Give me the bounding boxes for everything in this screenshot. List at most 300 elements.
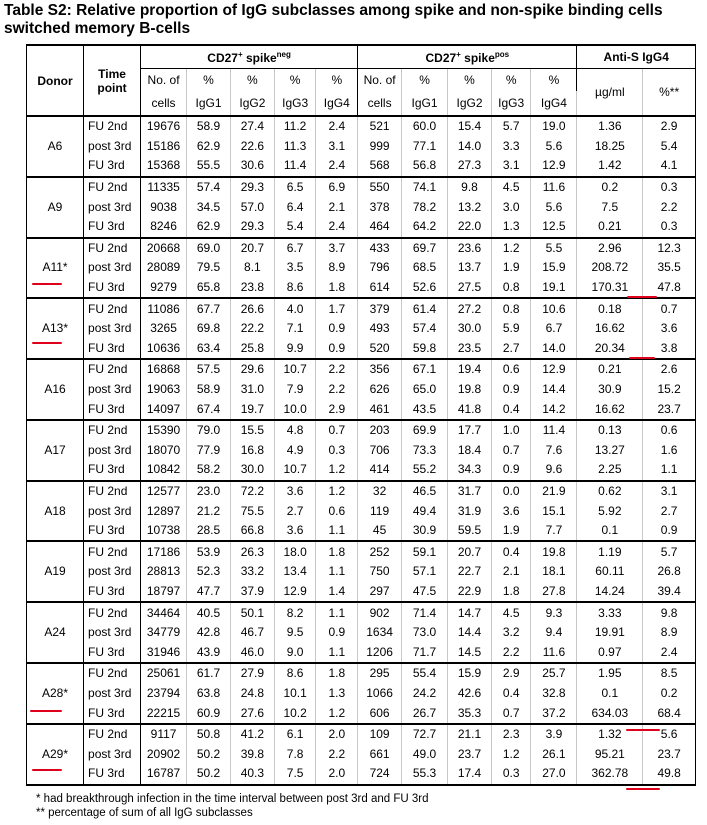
neg-igg3-cell: 3.6 <box>274 481 316 502</box>
pos-igg2-cell: 21.1 <box>448 724 492 745</box>
neg-igg3-cell: 13.4 <box>274 562 316 582</box>
pos-igg1-cell: 68.5 <box>402 258 448 278</box>
pos-cells-cell: 796 <box>358 258 402 278</box>
pos-igg2-cell: 35.3 <box>448 703 492 724</box>
time-point-cell: post 3rd <box>84 623 141 643</box>
pos-igg2-cell: 14.7 <box>448 602 492 623</box>
neg-igg3-cell: 6.1 <box>274 724 316 745</box>
pos-igg2-cell: 27.3 <box>448 156 492 177</box>
neg-igg4-cell: 1.4 <box>316 582 358 603</box>
red-underline-a11 <box>32 283 62 285</box>
neg-igg1-cell: 28.5 <box>187 521 231 542</box>
anti-s-pct-cell: 0.6 <box>643 420 696 441</box>
neg-igg1-cell: 47.7 <box>187 582 231 603</box>
pos-igg4-cell: 3.9 <box>531 724 577 745</box>
pos-igg2-cell: 14.0 <box>448 137 492 157</box>
neg-cells-cell: 18797 <box>141 582 187 603</box>
neg-cells-cell: 18070 <box>141 441 187 461</box>
neg-igg3-cell: 9.9 <box>274 339 316 360</box>
pos-igg3-cell: 3.2 <box>491 623 530 643</box>
time-point-cell: FU 3rd <box>84 339 141 360</box>
header-spike-pos-cd27: CD27 <box>425 50 457 65</box>
neg-cells-cell: 12577 <box>141 481 187 502</box>
pos-igg4-cell: 27.8 <box>531 582 577 603</box>
pos-igg4-cell: 21.9 <box>531 481 577 502</box>
neg-igg1-cell: 65.8 <box>187 278 231 299</box>
pos-igg1-cell: 47.5 <box>402 582 448 603</box>
neg-igg4-cell: 3.7 <box>316 238 358 259</box>
anti-s-pct-cell: 15.2 <box>643 380 696 400</box>
table-title: Table S2: Relative proportion of IgG subclasses among spike and non-spike binding cells switched memory B-cells <box>4 2 663 37</box>
pos-cells-cell: 32 <box>358 481 402 502</box>
neg-igg4-cell: 1.1 <box>316 562 358 582</box>
donor-cell: A6 <box>27 116 84 177</box>
time-point-cell: post 3rd <box>84 197 141 217</box>
pos-igg4-cell: 5.5 <box>531 238 577 259</box>
pos-igg1-cell: 55.4 <box>402 663 448 684</box>
pos-igg3-cell: 2.1 <box>491 562 530 582</box>
pos-igg1-cell: 49.0 <box>402 744 448 764</box>
pos-igg3-cell: 0.4 <box>491 684 530 704</box>
time-point-cell: FU 3rd <box>84 582 141 603</box>
pos-cells-cell: 45 <box>358 521 402 542</box>
table-row <box>27 197 696 217</box>
pos-igg3-cell: 0.7 <box>491 703 530 724</box>
pos-igg2-cell: 13.7 <box>448 258 492 278</box>
time-point-cell: FU 3rd <box>84 156 141 177</box>
neg-igg4-cell: 1.8 <box>316 663 358 684</box>
igg-subclass-table <box>26 44 696 786</box>
time-point-cell: post 3rd <box>84 441 141 461</box>
pos-cells-cell: 614 <box>358 278 402 299</box>
header-pos-igg2: IgG2 <box>448 91 492 116</box>
time-point-cell: FU 3rd <box>84 278 141 299</box>
pos-igg3-cell: 1.0 <box>491 420 530 441</box>
time-point-cell: post 3rd <box>84 319 141 339</box>
neg-cells-cell: 34464 <box>141 602 187 623</box>
time-point-cell: FU 2nd <box>84 420 141 441</box>
header-spike-neg-sup: neg <box>276 49 291 59</box>
pos-cells-cell: 550 <box>358 177 402 198</box>
neg-cells-cell: 22215 <box>141 703 187 724</box>
anti-s-pct-cell: 2.4 <box>643 642 696 663</box>
table-row <box>27 339 696 360</box>
neg-cells-cell: 10738 <box>141 521 187 542</box>
pos-igg4-cell: 19.1 <box>531 278 577 299</box>
neg-igg2-cell: 29.3 <box>230 177 274 198</box>
neg-igg3-cell: 7.9 <box>274 380 316 400</box>
anti-s-ugml-cell: 3.33 <box>577 602 643 623</box>
neg-igg2-cell: 27.4 <box>230 116 274 137</box>
neg-igg1-cell: 58.2 <box>187 460 231 481</box>
anti-s-pct-cell: 0.3 <box>643 217 696 238</box>
pos-igg1-cell: 72.7 <box>402 724 448 745</box>
neg-igg3-cell: 8.6 <box>274 663 316 684</box>
anti-s-ugml-cell: 5.92 <box>577 501 643 521</box>
neg-igg4-cell: 2.0 <box>316 764 358 785</box>
pos-cells-cell: 568 <box>358 156 402 177</box>
table-row <box>27 602 696 623</box>
neg-cells-cell: 17186 <box>141 541 187 562</box>
neg-igg2-cell: 72.2 <box>230 481 274 502</box>
anti-s-pct-cell: 26.8 <box>643 562 696 582</box>
table-row <box>27 724 696 745</box>
neg-igg3-cell: 6.7 <box>274 238 316 259</box>
pos-igg4-cell: 19.0 <box>531 116 577 137</box>
pos-igg4-cell: 14.0 <box>531 339 577 360</box>
pos-igg1-cell: 26.7 <box>402 703 448 724</box>
pos-igg2-cell: 19.4 <box>448 359 492 380</box>
table-row <box>27 501 696 521</box>
neg-igg3-cell: 6.4 <box>274 197 316 217</box>
pos-igg2-cell: 20.7 <box>448 541 492 562</box>
time-point-cell: FU 3rd <box>84 521 141 542</box>
neg-igg4-cell: 2.1 <box>316 197 358 217</box>
neg-igg2-cell: 37.9 <box>230 582 274 603</box>
pos-igg4-cell: 14.2 <box>531 399 577 420</box>
pos-igg4-cell: 12.9 <box>531 359 577 380</box>
pos-igg2-cell: 27.2 <box>448 298 492 319</box>
anti-s-pct-cell: 35.5 <box>643 258 696 278</box>
neg-igg4-cell: 6.9 <box>316 177 358 198</box>
pos-igg3-cell: 0.8 <box>491 298 530 319</box>
table-row <box>27 156 696 177</box>
neg-igg2-cell: 8.1 <box>230 258 274 278</box>
header-time-point <box>84 45 141 116</box>
header-pos-igg4: IgG4 <box>531 91 577 116</box>
anti-s-pct-cell: 0.7 <box>643 298 696 319</box>
table-row <box>27 380 696 400</box>
pos-igg4-cell: 32.8 <box>531 684 577 704</box>
pos-igg3-cell: 3.3 <box>491 137 530 157</box>
time-point-cell: post 3rd <box>84 501 141 521</box>
neg-igg2-cell: 39.8 <box>230 744 274 764</box>
table-row <box>27 642 696 663</box>
neg-igg2-cell: 16.8 <box>230 441 274 461</box>
time-point-cell: post 3rd <box>84 380 141 400</box>
pos-igg2-cell: 23.6 <box>448 238 492 259</box>
neg-igg4-cell: 1.1 <box>316 521 358 542</box>
anti-s-pct-cell: 2.2 <box>643 197 696 217</box>
time-point-cell: FU 3rd <box>84 764 141 785</box>
time-point-cell: FU 2nd <box>84 663 141 684</box>
neg-igg4-cell: 3.1 <box>316 137 358 157</box>
time-point-cell: FU 2nd <box>84 298 141 319</box>
pos-igg3-cell: 4.5 <box>491 177 530 198</box>
red-underline-a28-pct <box>626 729 660 731</box>
header-pct-all: %** <box>643 69 696 117</box>
pos-cells-cell: 999 <box>358 137 402 157</box>
time-point-cell: post 3rd <box>84 258 141 278</box>
pos-igg4-cell: 5.6 <box>531 137 577 157</box>
table-row <box>27 116 696 137</box>
neg-igg3-cell: 7.1 <box>274 319 316 339</box>
pos-cells-cell: 520 <box>358 339 402 360</box>
pos-igg1-cell: 64.2 <box>402 217 448 238</box>
anti-s-ugml-cell: 170.31 <box>577 278 643 299</box>
neg-igg3-cell: 11.2 <box>274 116 316 137</box>
neg-igg2-cell: 75.5 <box>230 501 274 521</box>
pos-igg2-cell: 15.4 <box>448 116 492 137</box>
pos-cells-cell: 109 <box>358 724 402 745</box>
neg-igg1-cell: 43.9 <box>187 642 231 663</box>
neg-igg1-cell: 52.3 <box>187 562 231 582</box>
anti-s-pct-cell: 49.8 <box>643 764 696 785</box>
header-ugml: µg/ml <box>577 69 643 117</box>
pos-igg1-cell: 74.1 <box>402 177 448 198</box>
time-point-cell: FU 2nd <box>84 359 141 380</box>
neg-igg1-cell: 63.4 <box>187 339 231 360</box>
anti-s-ugml-cell: 14.24 <box>577 582 643 603</box>
anti-s-ugml-cell: 7.5 <box>577 197 643 217</box>
pos-igg1-cell: 59.8 <box>402 339 448 360</box>
neg-igg3-cell: 10.0 <box>274 399 316 420</box>
neg-igg3-cell: 11.3 <box>274 137 316 157</box>
neg-igg2-cell: 30.6 <box>230 156 274 177</box>
neg-cells-cell: 34779 <box>141 623 187 643</box>
header-neg-cells-line1: No. of <box>141 69 187 92</box>
header-neg-igg3-pct: % <box>274 69 316 92</box>
pos-igg3-cell: 1.2 <box>491 238 530 259</box>
pos-cells-cell: 379 <box>358 298 402 319</box>
header-time-point-line1: Time <box>98 66 126 81</box>
pos-igg3-cell: 0.9 <box>491 380 530 400</box>
neg-igg4-cell: 2.2 <box>316 744 358 764</box>
neg-igg4-cell: 2.0 <box>316 724 358 745</box>
red-underline-a29 <box>32 769 62 771</box>
header-pos-igg4-pct: % <box>531 69 577 92</box>
neg-cells-cell: 16787 <box>141 764 187 785</box>
anti-s-ugml-cell: 0.1 <box>577 521 643 542</box>
anti-s-ugml-cell: 208.72 <box>577 258 643 278</box>
pos-igg3-cell: 0.8 <box>491 278 530 299</box>
time-point-cell: FU 3rd <box>84 703 141 724</box>
pos-igg3-cell: 3.6 <box>491 501 530 521</box>
neg-igg2-cell: 40.3 <box>230 764 274 785</box>
pos-igg3-cell: 1.3 <box>491 217 530 238</box>
table-row <box>27 460 696 481</box>
pos-cells-cell: 1066 <box>358 684 402 704</box>
anti-s-ugml-cell: 1.36 <box>577 116 643 137</box>
pos-igg2-cell: 27.5 <box>448 278 492 299</box>
neg-cells-cell: 19676 <box>141 116 187 137</box>
pos-igg3-cell: 0.4 <box>491 541 530 562</box>
pos-igg2-cell: 15.9 <box>448 663 492 684</box>
pos-igg3-cell: 5.9 <box>491 319 530 339</box>
pos-igg4-cell: 7.6 <box>531 441 577 461</box>
pos-igg2-cell: 22.9 <box>448 582 492 603</box>
pos-igg1-cell: 69.7 <box>402 238 448 259</box>
header-pos-cells-line1: No. of <box>358 69 402 92</box>
anti-s-pct-cell: 3.6 <box>643 319 696 339</box>
neg-cells-cell: 28813 <box>141 562 187 582</box>
table-row <box>27 684 696 704</box>
pos-igg3-cell: 1.2 <box>491 744 530 764</box>
neg-cells-cell: 23794 <box>141 684 187 704</box>
anti-s-ugml-cell: 634.03 <box>577 703 643 724</box>
pos-igg4-cell: 11.4 <box>531 420 577 441</box>
table-row <box>27 663 696 684</box>
neg-cells-cell: 15186 <box>141 137 187 157</box>
pos-igg3-cell: 1.9 <box>491 521 530 542</box>
pos-cells-cell: 295 <box>358 663 402 684</box>
neg-igg1-cell: 42.8 <box>187 623 231 643</box>
pos-cells-cell: 119 <box>358 501 402 521</box>
neg-igg2-cell: 24.8 <box>230 684 274 704</box>
neg-cells-cell: 10842 <box>141 460 187 481</box>
anti-s-pct-cell: 4.1 <box>643 156 696 177</box>
pos-cells-cell: 661 <box>358 744 402 764</box>
neg-igg1-cell: 77.9 <box>187 441 231 461</box>
pos-igg1-cell: 43.5 <box>402 399 448 420</box>
anti-s-pct-cell: 23.7 <box>643 744 696 764</box>
neg-igg4-cell: 1.8 <box>316 278 358 299</box>
pos-igg4-cell: 9.3 <box>531 602 577 623</box>
table-row <box>27 217 696 238</box>
neg-cells-cell: 15368 <box>141 156 187 177</box>
pos-cells-cell: 433 <box>358 238 402 259</box>
anti-s-ugml-cell: 0.97 <box>577 642 643 663</box>
neg-igg1-cell: 40.5 <box>187 602 231 623</box>
neg-igg1-cell: 58.9 <box>187 380 231 400</box>
neg-igg2-cell: 20.7 <box>230 238 274 259</box>
neg-cells-cell: 10636 <box>141 339 187 360</box>
time-point-cell: FU 3rd <box>84 642 141 663</box>
pos-igg1-cell: 24.2 <box>402 684 448 704</box>
anti-s-ugml-cell: 16.62 <box>577 319 643 339</box>
neg-igg4-cell: 1.2 <box>316 481 358 502</box>
pos-igg2-cell: 31.7 <box>448 481 492 502</box>
anti-s-pct-cell: 3.8 <box>643 339 696 360</box>
anti-s-pct-cell: 5.6 <box>643 724 696 745</box>
pos-igg3-cell: 2.7 <box>491 339 530 360</box>
neg-igg1-cell: 61.7 <box>187 663 231 684</box>
pos-igg1-cell: 55.2 <box>402 460 448 481</box>
neg-igg1-cell: 79.0 <box>187 420 231 441</box>
anti-s-ugml-cell: 1.19 <box>577 541 643 562</box>
pos-igg2-cell: 22.7 <box>448 562 492 582</box>
header-spike-pos-text: spike <box>460 50 495 65</box>
table-row <box>27 481 696 502</box>
anti-s-ugml-cell: 1.95 <box>577 663 643 684</box>
footnote-breakthrough: * had breakthrough infection in the time interval between post 3rd and FU 3rd <box>36 793 429 805</box>
neg-igg2-cell: 57.0 <box>230 197 274 217</box>
neg-igg1-cell: 23.0 <box>187 481 231 502</box>
pos-igg2-cell: 42.6 <box>448 684 492 704</box>
pos-igg1-cell: 67.1 <box>402 359 448 380</box>
anti-s-ugml-cell: 2.25 <box>577 460 643 481</box>
pos-igg3-cell: 0.7 <box>491 441 530 461</box>
table-row <box>27 703 696 724</box>
time-point-cell: post 3rd <box>84 684 141 704</box>
anti-s-pct-cell: 8.5 <box>643 663 696 684</box>
neg-cells-cell: 20668 <box>141 238 187 259</box>
neg-igg1-cell: 50.2 <box>187 764 231 785</box>
table-row <box>27 177 696 198</box>
pos-igg4-cell: 5.6 <box>531 197 577 217</box>
neg-igg3-cell: 7.5 <box>274 764 316 785</box>
neg-igg4-cell: 1.7 <box>316 298 358 319</box>
neg-cells-cell: 16868 <box>141 359 187 380</box>
neg-igg4-cell: 2.4 <box>316 156 358 177</box>
pos-igg4-cell: 11.6 <box>531 177 577 198</box>
pos-igg2-cell: 22.0 <box>448 217 492 238</box>
neg-cells-cell: 11335 <box>141 177 187 198</box>
pos-igg1-cell: 46.5 <box>402 481 448 502</box>
neg-igg1-cell: 67.4 <box>187 399 231 420</box>
anti-s-pct-cell: 2.7 <box>643 501 696 521</box>
neg-igg3-cell: 9.0 <box>274 642 316 663</box>
pos-igg1-cell: 65.0 <box>402 380 448 400</box>
pos-igg4-cell: 12.9 <box>531 156 577 177</box>
neg-igg2-cell: 46.7 <box>230 623 274 643</box>
header-neg-igg1: IgG1 <box>187 91 231 116</box>
anti-s-ugml-cell: 2.96 <box>577 238 643 259</box>
neg-igg2-cell: 30.0 <box>230 460 274 481</box>
neg-cells-cell: 15390 <box>141 420 187 441</box>
neg-igg4-cell: 0.6 <box>316 501 358 521</box>
table-row <box>27 582 696 603</box>
anti-s-pct-cell: 2.9 <box>643 116 696 137</box>
pos-igg4-cell: 7.7 <box>531 521 577 542</box>
neg-igg4-cell: 1.3 <box>316 684 358 704</box>
neg-igg1-cell: 63.8 <box>187 684 231 704</box>
neg-igg4-cell: 2.2 <box>316 380 358 400</box>
neg-igg3-cell: 11.4 <box>274 156 316 177</box>
anti-s-pct-cell: 12.3 <box>643 238 696 259</box>
table-row <box>27 562 696 582</box>
neg-igg4-cell: 1.1 <box>316 642 358 663</box>
table-row <box>27 541 696 562</box>
neg-igg4-cell: 0.9 <box>316 319 358 339</box>
neg-igg3-cell: 10.7 <box>274 359 316 380</box>
pos-igg1-cell: 56.8 <box>402 156 448 177</box>
pos-igg2-cell: 17.7 <box>448 420 492 441</box>
neg-igg4-cell: 1.8 <box>316 541 358 562</box>
time-point-cell: FU 2nd <box>84 116 141 137</box>
pos-igg2-cell: 17.4 <box>448 764 492 785</box>
time-point-cell: FU 3rd <box>84 399 141 420</box>
anti-s-pct-cell: 0.2 <box>643 684 696 704</box>
pos-cells-cell: 461 <box>358 399 402 420</box>
neg-igg3-cell: 10.1 <box>274 684 316 704</box>
header-donor: Donor <box>27 45 84 116</box>
pos-igg3-cell: 2.9 <box>491 663 530 684</box>
pos-cells-cell: 356 <box>358 359 402 380</box>
neg-igg4-cell: 8.9 <box>316 258 358 278</box>
pos-igg2-cell: 23.7 <box>448 744 492 764</box>
pos-igg4-cell: 37.2 <box>531 703 577 724</box>
pos-igg2-cell: 9.8 <box>448 177 492 198</box>
anti-s-ugml-cell: 0.13 <box>577 420 643 441</box>
neg-cells-cell: 11086 <box>141 298 187 319</box>
header-pos-igg3-pct: % <box>491 69 530 92</box>
time-point-cell: FU 2nd <box>84 724 141 745</box>
table-row <box>27 441 696 461</box>
anti-s-pct-cell: 9.8 <box>643 602 696 623</box>
header-neg-igg3: IgG3 <box>274 91 316 116</box>
pos-cells-cell: 1634 <box>358 623 402 643</box>
neg-igg3-cell: 3.5 <box>274 258 316 278</box>
header-anti-s-igg4: Anti-S IgG4 <box>577 45 696 69</box>
neg-igg2-cell: 46.0 <box>230 642 274 663</box>
table-row <box>27 319 696 339</box>
neg-cells-cell: 9038 <box>141 197 187 217</box>
pos-cells-cell: 252 <box>358 541 402 562</box>
neg-igg3-cell: 8.2 <box>274 602 316 623</box>
donor-cell: A9 <box>27 177 84 238</box>
pos-igg1-cell: 57.1 <box>402 562 448 582</box>
